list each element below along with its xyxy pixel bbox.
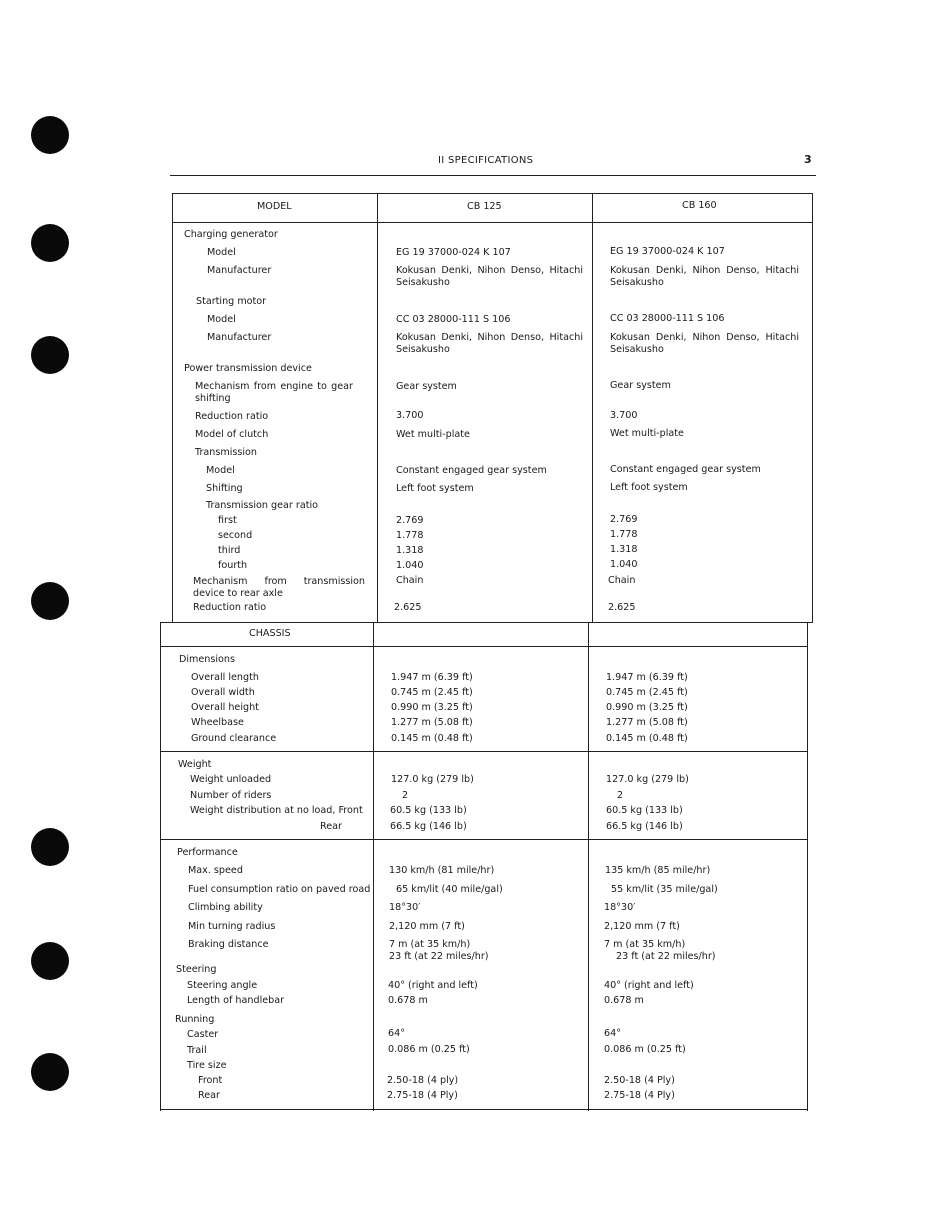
section-rule	[160, 622, 813, 623]
section-rule	[160, 646, 808, 647]
row-value-cb125: 23 ft (at 22 miles/hr)	[389, 951, 489, 962]
binder-hole	[31, 942, 69, 980]
row-value-cb125: CC 03 28000-111 S 106	[396, 314, 511, 325]
table-border-left	[160, 622, 161, 1111]
column-header-model: MODEL	[257, 201, 292, 212]
table-border-top	[172, 193, 813, 194]
column-divider	[377, 193, 378, 623]
binder-hole	[31, 336, 69, 374]
row-value-cb125: Wet multi-plate	[396, 429, 470, 440]
row-value-cb125: Kokusan Denki, Nihon Denso, Hitachi Seisakusho	[396, 332, 583, 355]
row-label: Manufacturer	[207, 332, 272, 343]
row-value-cb160: EG 19 37000-024 K 107	[610, 246, 725, 257]
row-value-cb125: 1.040	[396, 560, 424, 571]
row-label: Steering angle	[187, 980, 258, 991]
row-value-cb160: 0.678 m	[604, 995, 644, 1006]
row-label: Max. speed	[188, 865, 243, 876]
row-value-cb125: 0.678 m	[388, 995, 428, 1006]
row-label: Trail	[187, 1045, 207, 1056]
row-value-cb160: 1.947 m (6.39 ft)	[606, 672, 688, 683]
row-label: Reduction ratio	[195, 411, 269, 422]
row-value-cb125: 2	[402, 790, 409, 801]
row-value-cb125: 7 m (at 35 km/h)	[389, 939, 471, 950]
row-label: Model	[207, 314, 236, 325]
row-value-cb160: Kokusan Denki, Nihon Denso, Hitachi Seisakusho	[610, 332, 799, 355]
row-value-cb160: CC 03 28000-111 S 106	[610, 313, 725, 324]
row-label: Front	[198, 1075, 223, 1086]
row-value-cb125: 130 km/h (81 mile/hr)	[389, 865, 495, 876]
row-label: Weight unloaded	[190, 774, 272, 785]
row-value-cb125: 0.745 m (2.45 ft)	[391, 687, 473, 698]
row-label: Transmission	[195, 447, 257, 458]
row-value-cb160: 2.769	[610, 514, 638, 525]
row-value-cb160: Chain	[608, 575, 636, 586]
row-value-cb125: 40° (right and left)	[388, 980, 478, 991]
row-value-cb125: 3.700	[396, 410, 424, 421]
row-value-cb125: 0.086 m (0.25 ft)	[388, 1044, 470, 1055]
row-value-cb160: 1.778	[610, 529, 638, 540]
row-value-cb160: 18°30′	[604, 902, 636, 913]
row-label: Climbing ability	[188, 902, 263, 913]
row-label: Rear	[198, 1090, 220, 1101]
column-header-cb160: CB 160	[682, 200, 717, 211]
section-heading-chassis: CHASSIS	[249, 628, 291, 639]
row-label: first	[218, 515, 237, 526]
row-label: Weight distribution at no load, Front	[190, 805, 363, 816]
row-value-cb160: 64°	[604, 1028, 622, 1039]
row-value-cb125: EG 19 37000-024 K 107	[396, 247, 511, 258]
row-label: Manufacturer	[207, 265, 272, 276]
row-label: Braking distance	[188, 939, 269, 950]
section-heading: Power transmission device	[184, 363, 312, 374]
row-value-cb160: 2,120 mm (7 ft)	[604, 921, 680, 932]
row-value-cb160: 2	[617, 790, 624, 801]
section-heading: Starting motor	[196, 296, 267, 307]
row-label: Caster	[187, 1029, 219, 1040]
row-value-cb160: Left foot system	[610, 482, 688, 493]
row-value-cb160: 2.75-18 (4 Ply)	[604, 1090, 675, 1101]
row-value-cb125: 2.50-18 (4 ply)	[387, 1075, 459, 1086]
binder-hole	[31, 224, 69, 262]
row-value-cb160: 55 km/lit (35 mile/gal)	[611, 884, 718, 895]
row-value-cb160: 23 ft (at 22 miles/hr)	[616, 951, 716, 962]
row-label: Model	[207, 247, 236, 258]
row-label: Model	[206, 465, 235, 476]
row-value-cb160: 1.040	[610, 559, 638, 570]
row-value-cb160: Gear system	[610, 380, 671, 391]
row-value-cb125: 2,120 mm (7 ft)	[389, 921, 465, 932]
section-heading: Performance	[177, 847, 238, 858]
section-heading: Weight	[178, 759, 212, 770]
section-rule	[160, 839, 808, 840]
header-row-rule	[172, 222, 813, 223]
row-value-cb160: 7 m (at 35 km/h)	[604, 939, 686, 950]
row-value-cb160: 1.277 m (5.08 ft)	[606, 717, 688, 728]
row-label: Mechanism from engine to gear shifting	[195, 381, 353, 404]
row-value-cb125: 1.947 m (6.39 ft)	[391, 672, 473, 683]
row-value-cb125: 64°	[388, 1028, 406, 1039]
row-value-cb125: Left foot system	[396, 483, 474, 494]
column-divider	[588, 622, 589, 1111]
row-value-cb125: 60.5 kg (133 lb)	[390, 805, 467, 816]
row-value-cb160: 2.50-18 (4 Ply)	[604, 1075, 675, 1086]
table-border-bottom	[160, 1109, 808, 1110]
row-value-cb125: 1.778	[396, 530, 424, 541]
row-label: Overall width	[191, 687, 255, 698]
row-label: Length of handlebar	[187, 995, 285, 1006]
row-value-cb125: 127.0 kg (279 lb)	[391, 774, 474, 785]
row-value-cb160: 66.5 kg (146 lb)	[606, 821, 683, 832]
row-label: Shifting	[206, 483, 243, 494]
row-value-cb125: 2.769	[396, 515, 424, 526]
column-divider	[373, 622, 374, 1111]
row-value-cb125: Chain	[396, 575, 424, 586]
row-value-cb160: Constant engaged gear system	[610, 464, 761, 475]
row-value-cb125: 1.277 m (5.08 ft)	[391, 717, 473, 728]
row-label: Transmission gear ratio	[206, 500, 319, 511]
row-value-cb160: 40° (right and left)	[604, 980, 694, 991]
row-value-cb160: 60.5 kg (133 lb)	[606, 805, 683, 816]
row-value-cb160: 0.990 m (3.25 ft)	[606, 702, 688, 713]
section-rule	[160, 751, 808, 752]
row-label: Min turning radius	[188, 921, 276, 932]
row-value-cb160: 0.086 m (0.25 ft)	[604, 1044, 686, 1055]
section-heading: Running	[175, 1014, 215, 1025]
row-label: Rear	[320, 821, 342, 832]
row-value-cb160: 2.625	[608, 602, 636, 613]
row-label: Model of clutch	[195, 429, 269, 440]
row-value-cb125: 65 km/lit (40 mile/gal)	[396, 884, 503, 895]
row-label: Overall height	[191, 702, 259, 713]
section-title: II SPECIFICATIONS	[438, 155, 534, 166]
row-label: Reduction ratio	[193, 602, 267, 613]
row-label: Tire size	[187, 1060, 227, 1071]
row-label: fourth	[218, 560, 248, 571]
table-border-right	[812, 193, 813, 623]
row-value-cb160: 0.745 m (2.45 ft)	[606, 687, 688, 698]
row-value-cb125: Kokusan Denki, Nihon Denso, Hitachi Seisakusho	[396, 265, 583, 288]
row-value-cb160: 0.145 m (0.48 ft)	[606, 733, 688, 744]
section-heading: Steering	[176, 964, 217, 975]
binder-hole	[31, 1053, 69, 1091]
row-value-cb160: 1.318	[610, 544, 638, 555]
row-value-cb160: 127.0 kg (279 lb)	[606, 774, 689, 785]
table-border-left	[172, 193, 173, 623]
row-value-cb125: 0.145 m (0.48 ft)	[391, 733, 473, 744]
row-value-cb160: Wet multi-plate	[610, 428, 684, 439]
row-label: Ground clearance	[191, 733, 277, 744]
row-value-cb160: 3.700	[610, 410, 638, 421]
section-heading: Charging generator	[184, 229, 278, 240]
row-value-cb125: 0.990 m (3.25 ft)	[391, 702, 473, 713]
row-label: second	[218, 530, 253, 541]
table-border-right	[807, 622, 808, 1111]
row-label: Mechanism from transmission device to rear axle	[193, 576, 365, 599]
column-header-cb125: CB 125	[467, 201, 502, 212]
header-rule	[170, 175, 816, 176]
row-value-cb125: Constant engaged gear system	[396, 465, 547, 476]
row-value-cb160: Kokusan Denki, Nihon Denso, Hitachi Seisakusho	[610, 265, 799, 288]
row-label: Fuel consumption ratio on paved road	[188, 884, 371, 895]
binder-hole	[31, 828, 69, 866]
row-label: third	[218, 545, 241, 556]
row-value-cb125: 66.5 kg (146 lb)	[390, 821, 467, 832]
row-value-cb125: 2.75-18 (4 Ply)	[387, 1090, 458, 1101]
binder-hole	[31, 116, 69, 154]
row-value-cb125: 2.625	[394, 602, 422, 613]
row-label: Number of riders	[190, 790, 272, 801]
row-value-cb125: 18°30′	[389, 902, 421, 913]
row-value-cb125: 1.318	[396, 545, 424, 556]
row-value-cb125: Gear system	[396, 381, 457, 392]
binder-hole	[31, 582, 69, 620]
row-label: Overall length	[191, 672, 259, 683]
page-number: 3	[804, 153, 812, 166]
column-divider	[592, 193, 593, 623]
row-label: Wheelbase	[191, 717, 244, 728]
row-value-cb160: 135 km/h (85 mile/hr)	[605, 865, 711, 876]
section-heading: Dimensions	[179, 654, 235, 665]
